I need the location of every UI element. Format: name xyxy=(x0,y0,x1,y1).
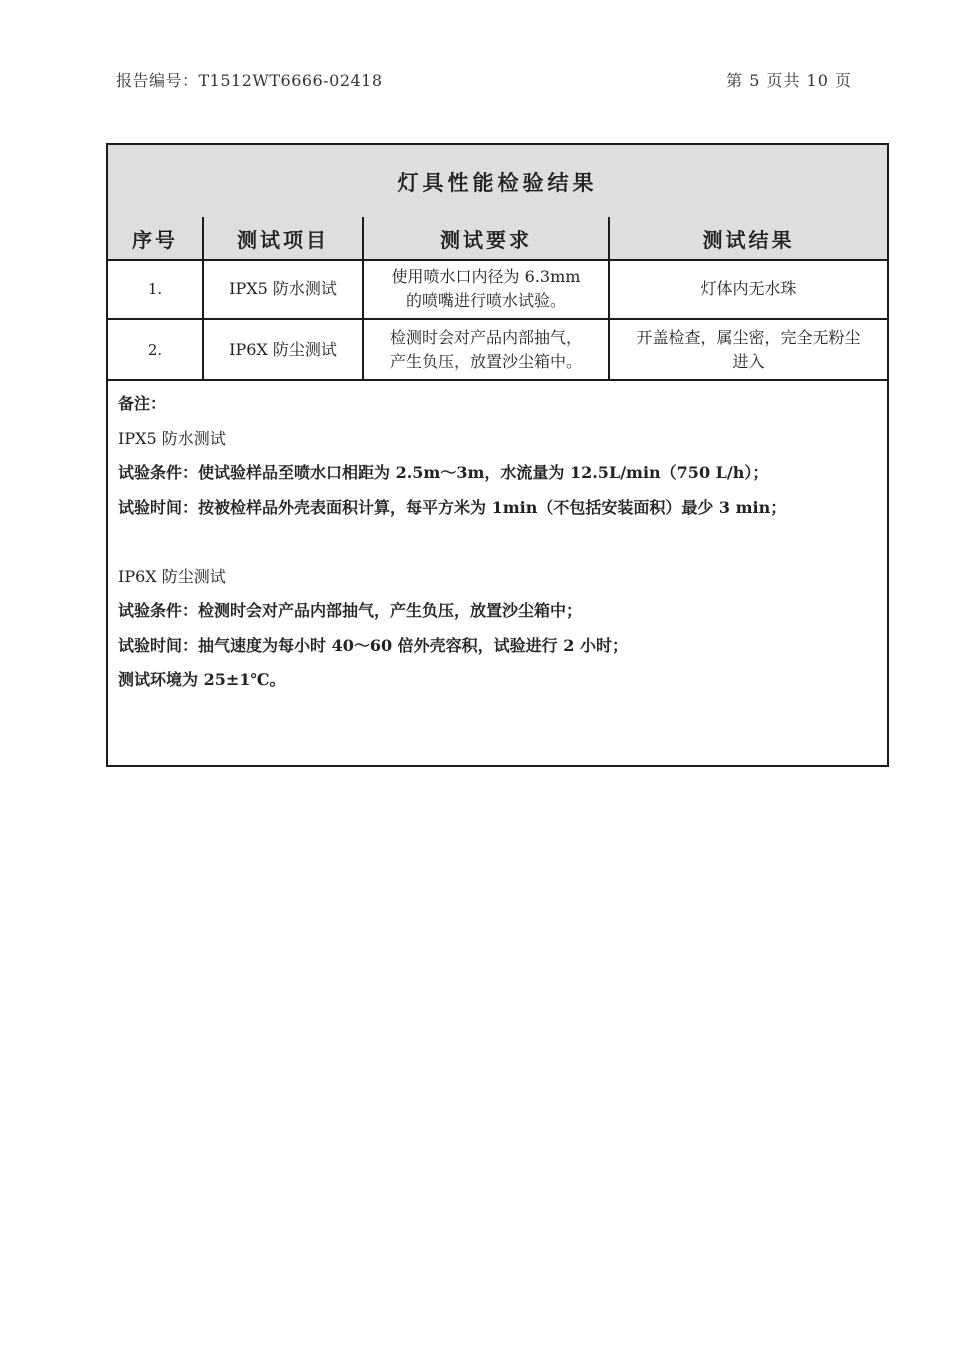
column-divider xyxy=(202,217,204,381)
table-row xyxy=(108,320,887,381)
row-requirement-line: 使用喷水口内径为 6.3mm xyxy=(391,266,581,286)
row-test-item: IPX5 防水测试 xyxy=(229,278,337,298)
row-requirement xyxy=(364,259,608,318)
notes-ip6x-title: IP6X 防尘测试 xyxy=(118,566,226,586)
row-result xyxy=(610,320,887,379)
row-index: 2. xyxy=(147,340,163,359)
table-title-bar xyxy=(108,145,887,219)
notes-heading: 备注： xyxy=(118,394,167,413)
column-header-result: 测试结果 xyxy=(702,227,795,252)
notes-spacer xyxy=(118,525,878,560)
column-header-requirement: 测试要求 xyxy=(440,227,532,252)
column-header-row xyxy=(108,217,887,261)
page-number: 第 5 页共 10 页 xyxy=(726,71,852,90)
row-result-line: 进入 xyxy=(732,351,765,371)
column-header-index: 序号 xyxy=(132,227,178,252)
row-result-line: 灯体内无水珠 xyxy=(700,278,797,298)
notes-section xyxy=(118,387,878,698)
row-test-item: IP6X 防尘测试 xyxy=(229,339,337,359)
page-header xyxy=(116,68,852,96)
notes-ip6x-condition: 试验条件：检测时会对产品内部抽气，产生负压，放置沙尘箱中； xyxy=(118,601,583,620)
column-divider xyxy=(608,217,610,381)
column-header-item: 测试项目 xyxy=(237,227,329,252)
row-requirement-line: 产生负压，放置沙尘箱中。 xyxy=(389,351,582,371)
table-row xyxy=(108,259,887,320)
table-title: 灯具性能检验结果 xyxy=(397,170,598,195)
row-requirement-line: 的喷嘴进行喷水试验。 xyxy=(405,290,566,310)
notes-ipx5-title: IPX5 防水测试 xyxy=(118,428,226,448)
row-index: 1. xyxy=(147,279,163,298)
row-requirement-line: 检测时会对产品内部抽气， xyxy=(389,327,582,347)
notes-ip6x-time: 试验时间：抽气速度为每小时 40～60 倍外壳容积，试验进行 2 小时； xyxy=(118,635,628,655)
notes-ipx5-time: 试验时间：按被检样品外壳表面积计算，每平方米为 1min（不包括安装面积）最少 3 min； xyxy=(118,497,787,517)
notes-environment: 测试环境为 25±1℃。 xyxy=(118,670,286,689)
row-result-line: 开盖检查，属尘密，完全无粉尘 xyxy=(636,327,861,347)
row-requirement xyxy=(364,320,608,379)
column-divider xyxy=(362,217,364,381)
row-result xyxy=(610,259,887,318)
report-number: 报告编号：T1512WT6666-02418 xyxy=(116,71,383,90)
notes-ipx5-condition: 试验条件：使试验样品至喷水口相距为 2.5m～3m，水流量为 12.5L/min（750 L/h）； xyxy=(118,463,769,482)
results-table xyxy=(106,143,889,767)
